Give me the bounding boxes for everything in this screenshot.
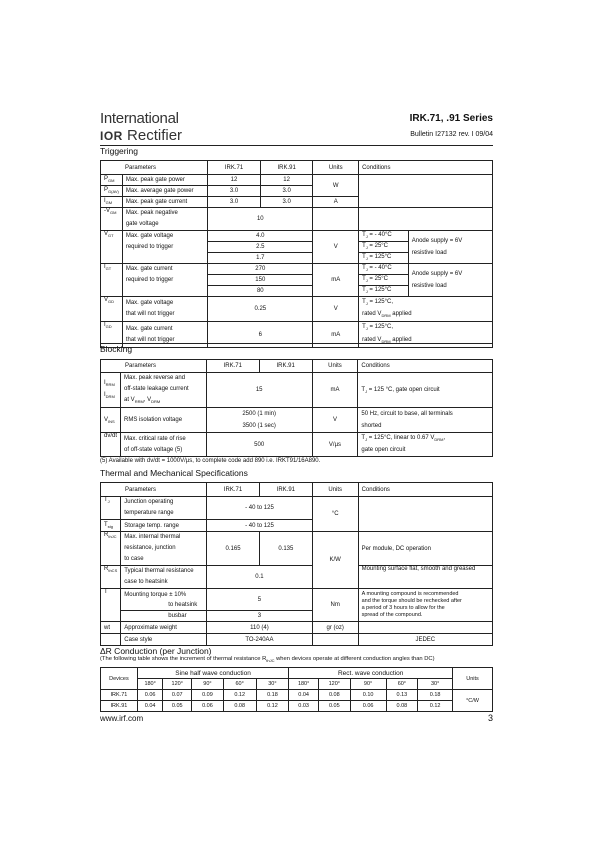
deltar-table: [100, 667, 493, 712]
table-row: IRK.71 0.06 0.07 0.09 0.12 0.18 0.04 0.08 0.10 0.13 0.18 °C/W: [101, 690, 493, 701]
table-row: 80 $T_J = 125^\circ C$: [101, 286, 493, 297]
table-header-row: 180° 120° 90° 60° 30° 180° 120° 90° 60° 30°: [101, 679, 493, 690]
table-row: $I_{GT}$ Max. gate current required to trigger 270 mA $T_J$ = - 40°C Anode supply = 6V resistive load: [101, 264, 493, 275]
table-header-row: Parameters IRK.71 IRK.91 Units Conditions: [101, 161, 493, 175]
table-row: 150 $T_J = 25^\circ C$: [101, 275, 493, 286]
table-row: $P_{G(AV)}$ Max. average gate power 3.0 3.0: [101, 186, 493, 197]
section-heading-blocking: Blocking: [100, 344, 133, 354]
table-row: $T_{stg}$ Storage temp. range - 40 to 125: [101, 520, 493, 532]
thermal-table: [100, 482, 493, 646]
blocking-table: [100, 359, 493, 457]
footer-url[interactable]: www.irf.com: [100, 714, 144, 723]
bulletin-number: Bulletin I27132 rev. I 09/04: [410, 131, 493, 138]
table-row: $V_{GT}$ Max. gate voltage required to trigger 4.0 V $T_J$ = - 40°C Anode supply = 6V resistive load: [101, 231, 493, 242]
table-row: Case style TO-240AA JEDEC: [101, 634, 493, 646]
table-row: $T_J$ Junction operating temperature range - 40 to 125 °C: [101, 497, 493, 520]
table-row: $V_{INS}$ RMS isolation voltage 2500 (1 min) 3500 (1 sec) V 50 Hz, circuit to base, all terminals shorted: [101, 408, 493, 433]
table-header-row: Parameters IRK.71 IRK.91 Units Conditions: [101, 360, 493, 373]
section-rule: [100, 145, 493, 146]
table-row: $I_{GM}$ Max. peak gate current 3.0 3.0 A: [101, 197, 493, 208]
table-row: 1.7 $T_J = 125^\circ C$: [101, 253, 493, 264]
section-rule: [100, 343, 493, 344]
table-row: 2.5 $T_J = 25^\circ C$: [101, 242, 493, 253]
logo-line2: IOR Rectifier: [100, 127, 183, 144]
table-row: $R_{thJC}$ Max. internal thermal resistance, junction to case 0.165 0.135 K/W Per module, DC operation: [101, 532, 493, 566]
table-header-row: Parameters IRK.71 IRK.91 Units Conditions: [101, 483, 493, 497]
table-header-row: Devices Sine half wave conduction Rect. wave conduction Units: [101, 668, 493, 679]
table-row: dv/dt Max. critical rate of rise of off-state voltage (5) 500 V/µs $T_J = 125^\circ C$, linear to 0.67 $V_{DRM}$, gate open circuit: [101, 433, 493, 457]
table-row: $-V_{GM}$ Max. peak negative gate voltage 10: [101, 208, 493, 231]
table-row: $I_{RRM}$ $I_{DRM}$ Max. peak reverse and off-state leakage current at $V_{RRM}$, $V_{DRM}$ 15 mA $T_J = 125$ °C, gate open circuit: [101, 373, 493, 408]
table-row: busbar 3: [101, 611, 493, 622]
section-heading-thermal: Thermal and Mechanical Specifications: [100, 468, 248, 478]
table-row: $V_{GD}$ Max. gate voltage that will not trigger 0.25 V $T_J = 125^\circ C$, rated $V_{DRM}$ applied: [101, 297, 493, 322]
page-number: 3: [487, 713, 493, 723]
table-row: $P_{GM}$ Max. peak gate power 12 12 W: [101, 175, 493, 186]
table-row: wt Approximate weight 110 (4) gr (oz): [101, 622, 493, 634]
section-heading-deltar: ΔR Conduction (per Junction): [100, 646, 212, 656]
section-heading-triggering: Triggering: [100, 146, 138, 156]
table-row: IRK.91 0.04 0.05 0.06 0.08 0.12 0.03 0.05 0.06 0.08 0.12: [101, 701, 493, 712]
logo-line1: International: [100, 110, 179, 127]
table-row: T Mounting torque ± 10% to heatsink 5 Nm A mounting compound is recommended and the torque should be rechecked after a period of 3 hours to allow for the spread of the compound.: [101, 589, 493, 611]
doc-title: IRK.71, .91 Series: [409, 113, 493, 124]
deltar-subheading: (The following table shows the increment of thermal resistance $R_{thJC}$ when devices operate at different conduction angles than DC): [100, 656, 435, 664]
table-row: $I_{GD}$ Max. gate current that will not trigger 6 mA $T_J = 125^\circ C$, rated $V_{DRM}$ applied: [101, 322, 493, 347]
logo-mark: IOR: [100, 129, 123, 143]
table-row: $R_{thCS}$ Typical thermal resistance case to heatsink 0.1 Mounting surface flat, smooth and greased: [101, 566, 493, 589]
triggering-table: [100, 160, 493, 348]
footnote: (5) Available with dv/dt = 1000V/µs, to complete code add 890 i.e. IRKT91/16A890.: [100, 458, 321, 464]
